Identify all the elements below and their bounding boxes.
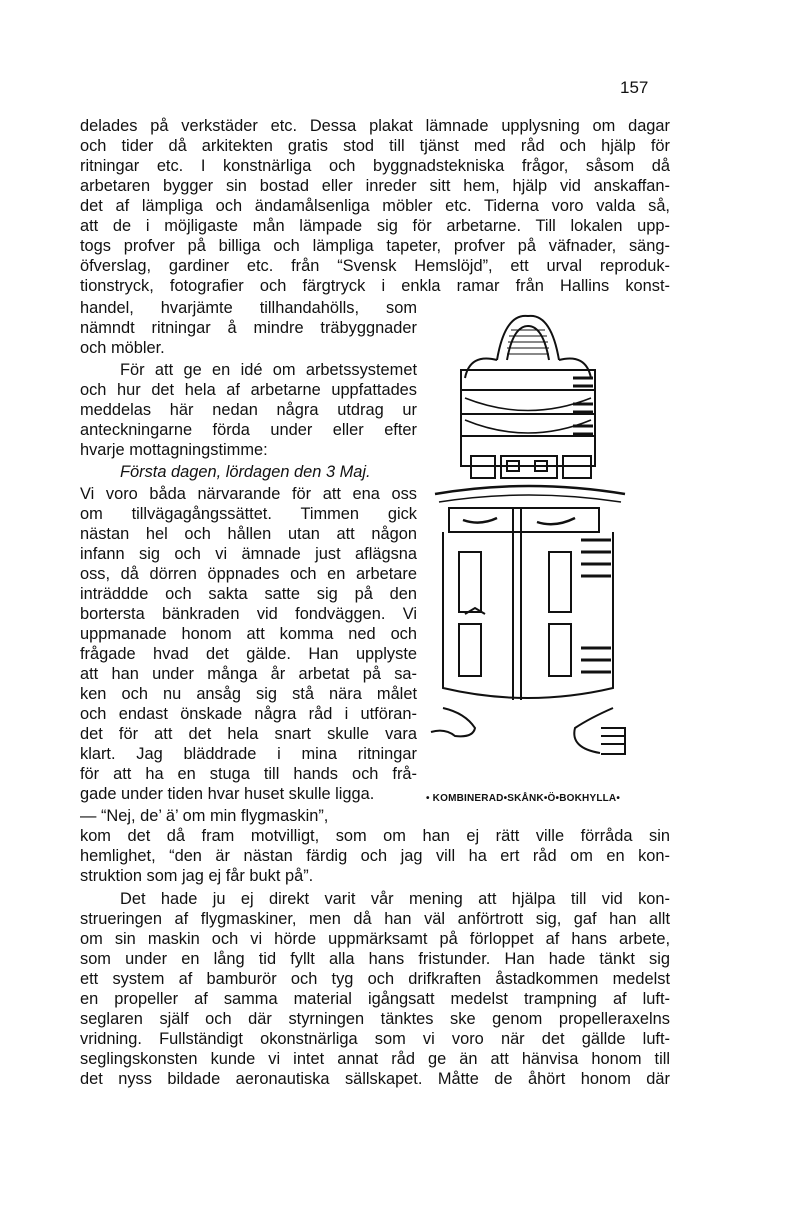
- text-line: kom det då fram motvilligt, som om han ej rätt ville förråda sin: [80, 827, 670, 845]
- text-line: att han under många år arbetat på sa-: [80, 665, 417, 683]
- text-line: struktion som jag ej får bukt på”.: [80, 867, 314, 885]
- text-line: För att ge en idé om arbetssystemet: [120, 361, 417, 379]
- text-line: gade under tiden hvar huset skulle ligga.: [80, 785, 375, 803]
- text-line: Vi voro båda närvarande för att ena oss: [80, 485, 417, 503]
- text-line: arbetaren bygger sin bostad eller inreder sitt hem, hjälp vid anskaffan-: [80, 177, 670, 195]
- text-line: om tillvägagångssättet. Timmen gick: [80, 505, 417, 523]
- text-line: öfverslag, gardiner etc. från “Svensk Hemslöjd”, ett urval reproduk-: [80, 257, 670, 275]
- sideboard-illustration: [425, 308, 635, 788]
- text-line: tionstryck, fotografier och färgtryck i enkla ramar från Hallins konst-: [80, 277, 670, 295]
- text-line: och hur det hela af arbetarne uppfattades: [80, 381, 417, 399]
- text-line: hvarje mottagningstimme:: [80, 441, 268, 459]
- text-line: infann sig och vi ämnade just aflägsna: [80, 545, 417, 563]
- text-line: seglaren själf och där styrningen tänktes ske genom propelleraxelns: [80, 1010, 670, 1028]
- text-line: uppmanade honom att komma ned och: [80, 625, 417, 643]
- text-line: bortersta bänkraden vid fondväggen. Vi: [80, 605, 417, 623]
- text-line: om sin maskin och vi hörde uppmärksamt på förloppet af hans arbete,: [80, 930, 670, 948]
- text-line: och tider då arkitekten gratis stod till tjänst med råd och hjälp för: [80, 137, 670, 155]
- text-line: för att ha en stuga till hands och frå-: [80, 765, 417, 783]
- text-line: ett system af bamburör och tyg och drifkraften åstadkommen medelst: [80, 970, 670, 988]
- text-line: hemlighet, “den är nästan färdig och jag vill ha ert råd om en kon-: [80, 847, 670, 865]
- text-line: handel, hvarjämte tillhandahölls, som: [80, 299, 417, 317]
- text-line: ken och nu ansåg sig stå nära målet: [80, 685, 417, 703]
- text-line: det nyss bildade aeronautiska sällskapet. Måtte de åhört honom där: [80, 1070, 670, 1088]
- text-line: togs profver på billiga och lämpliga tapeter, profver på väfnader, säng-: [80, 237, 670, 255]
- text-line: och endast önskade några råd i utföran-: [80, 705, 417, 723]
- page-number: 157: [620, 78, 649, 97]
- text-line: anteckningarne förda under eller efter: [80, 421, 417, 439]
- text-line: vridning. Fullständigt okonstnärliga som vi voro när det gällde luft-: [80, 1030, 670, 1048]
- text-line: delades på verkstäder etc. Dessa plakat lämnade upplysning om dagar: [80, 117, 670, 135]
- text-line: det af lämpliga och ändamålsenliga möbler etc. Tiderna voro valda så,: [80, 197, 670, 215]
- text-line: meddelas här nedan några utdrag ur: [80, 401, 417, 419]
- text-line: oss, då dörren öppnades och en arbetare: [80, 565, 417, 583]
- text-line: nästan hel och hållen utan att någon: [80, 525, 417, 543]
- text-line: det för att det hela snart skulle vara: [80, 725, 417, 743]
- text-line: — “Nej, de’ ä’ om min flygmaskin”,: [80, 807, 329, 825]
- text-line: Det hade ju ej direkt varit vår mening att hjälpa till vid kon-: [120, 890, 670, 908]
- text-line: och möbler.: [80, 339, 165, 357]
- text-line: frågade hvad det gälde. Han upplyste: [80, 645, 417, 663]
- text-line: seglingskonsten kunde vi intet annat råd ge än att hänvisa honom till: [80, 1050, 670, 1068]
- text-line: nämndt ritningar å mindre träbyggnader: [80, 319, 417, 337]
- text-line: som under en lång tid fyllt alla hans fristunder. Han hade tänkt sig: [80, 950, 670, 968]
- text-line: klart. Jag bläddrade i mina ritningar: [80, 745, 417, 763]
- text-line: att de i möjligaste mån lämpade sig för arbetarne. Till lokalen upp-: [80, 217, 670, 235]
- text-line: strueringen af flygmaskiner, men då han väl anförtrott sig, gaf han allt: [80, 910, 670, 928]
- text-line: inträddde och sakta satte sig på den: [80, 585, 417, 603]
- illustration-caption: • KOMBINERAD•SKÅNK•Ö•BOKHYLLA•: [426, 793, 621, 804]
- section-heading: Första dagen, lördagen den 3 Maj.: [120, 463, 371, 481]
- text-line: ritningar etc. I konstnärliga och byggnadstekniska frågor, såsom då: [80, 157, 670, 175]
- text-line: en propeller af samma material igångsatt medelst trampning af luft-: [80, 990, 670, 1008]
